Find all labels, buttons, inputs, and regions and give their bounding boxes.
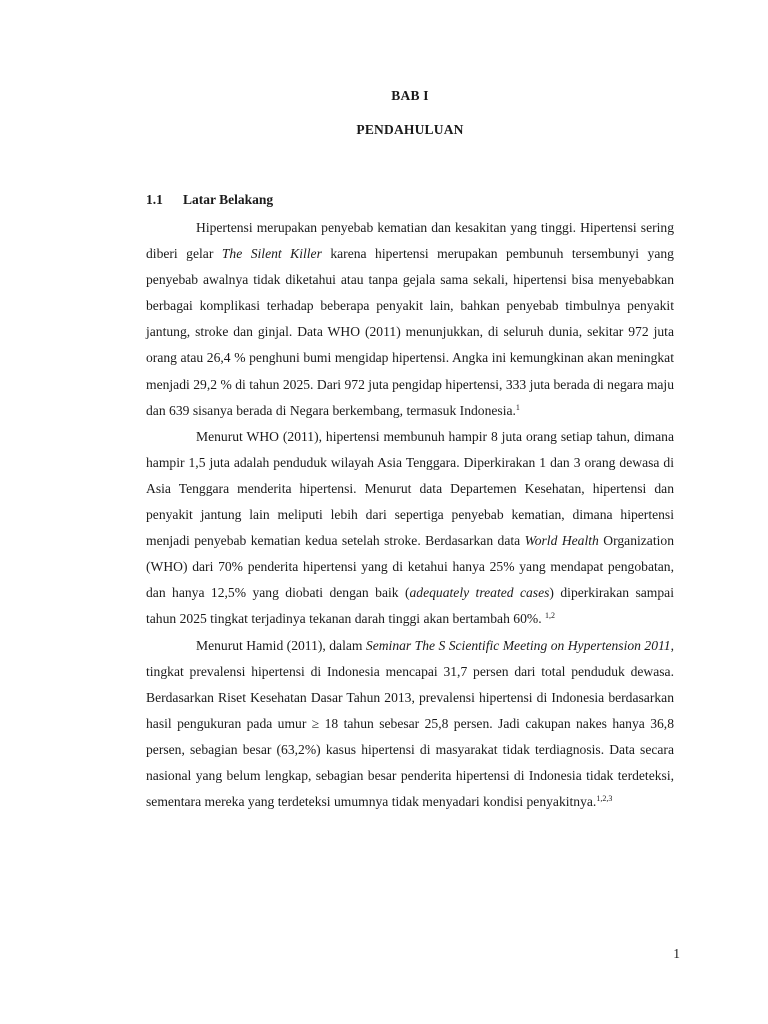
citation-superscript: 1,2,3 bbox=[596, 794, 613, 804]
paragraph-text: , tingkat prevalensi hipertensi di Indonesia mencapai 31,7 persen dari total penduduk dewasa. Berdasarkan Riset Kesehatan Dasar Tahun 2013, prevalensi hipertensi di Indonesia berdasarkan hasil pengukuran pada umur ≥ 18 tahun sebesar 25,8 persen. Jadi cakupan nakes hanya 36,8 persen, sebagian besar (63,2%) kasus hipertensi di masyarakat tidak terdiagnosis. Data secara nasional yang belum lengkap, sebagian besar penderita hipertensi di Indonesia tidak terdeteksi, sementara mereka yang terdeteksi umumnya tidak menyadari kondisi penyakitnya. bbox=[146, 637, 674, 810]
paragraph-3 bbox=[146, 633, 674, 816]
chapter-title: PENDAHULUAN bbox=[356, 122, 464, 137]
citation-superscript: 1 bbox=[515, 402, 520, 412]
italic-term: The Silent Killer bbox=[221, 246, 322, 262]
page-number: 1 bbox=[673, 946, 680, 961]
italic-term: Seminar The S Scientific Meeting on Hypertension 2011 bbox=[365, 637, 671, 653]
paragraph-text: Organization (WHO) dari 70% penderita hipertensi yang di ketahui hanya 25% yang mendapat pengobatan, dan hanya 12,5% yang diobati dengan baik ( bbox=[146, 533, 674, 601]
section-title: Latar Belakang bbox=[183, 192, 274, 207]
section-heading bbox=[146, 192, 273, 208]
chapter-label: BAB I bbox=[391, 88, 429, 103]
paragraph-text: Menurut Hamid (2011), dalam bbox=[196, 637, 366, 653]
italic-term: World Health bbox=[524, 533, 599, 549]
paragraph-text: Hipertensi merupakan penyebab kematian dan kesakitan yang tinggi. Hipertensi sering diberi gelar bbox=[146, 220, 674, 262]
paragraph-text: karena hipertensi merupakan pembunuh tersembunyi yang penyebab awalnya tidak diketahui atau tanpa gejala sama sekali, hipertensi bisa menyebabkan berbagai komplikasi terhadap beberapa penyakit lain, bahkan penyebab timbulnya penyakit jantung, stroke dan ginjal. Data WHO (2011) menunjukkan, di seluruh dunia, sekitar 972 juta orang atau 26,4 % penghuni bumi mengidap hipertensi. Angka ini kemungkinan akan meningkat menjadi 29,2 % di tahun 2025. Dari 972 juta pengidap hipertensi, 333 juta berada di negara maju dan 639 sisanya berada di Negara berkembang, termasuk Indonesia. bbox=[146, 246, 674, 418]
paragraph-1 bbox=[146, 215, 674, 424]
italic-term: adequately treated cases bbox=[409, 585, 550, 601]
paragraph-text: ) diperkirakan sampai tahun 2025 tingkat terjadinya tekanan darah tinggi akan bertambah 60%. bbox=[146, 585, 674, 627]
body-text bbox=[146, 215, 674, 815]
paragraph-text: Menurut WHO (2011), hipertensi membunuh hampir 8 juta orang setiap tahun, dimana hampir 1,5 juta adalah penduduk wilayah Asia Tenggara. Diperkirakan 1 dan 3 orang dewasa di Asia Tenggara menderita hipertensi. Menurut data Departemen Kesehatan, hipertensi dan penyakit jantung lain meliputi lebih dari sepertiga penyebab kematian, dimana hipertensi menjadi penyebab kematian kedua setelah stroke. Berdasarkan data bbox=[146, 428, 674, 549]
citation-superscript: 1,2 bbox=[545, 611, 555, 621]
paragraph-2 bbox=[146, 424, 674, 633]
section-number: 1.1 bbox=[146, 192, 163, 207]
